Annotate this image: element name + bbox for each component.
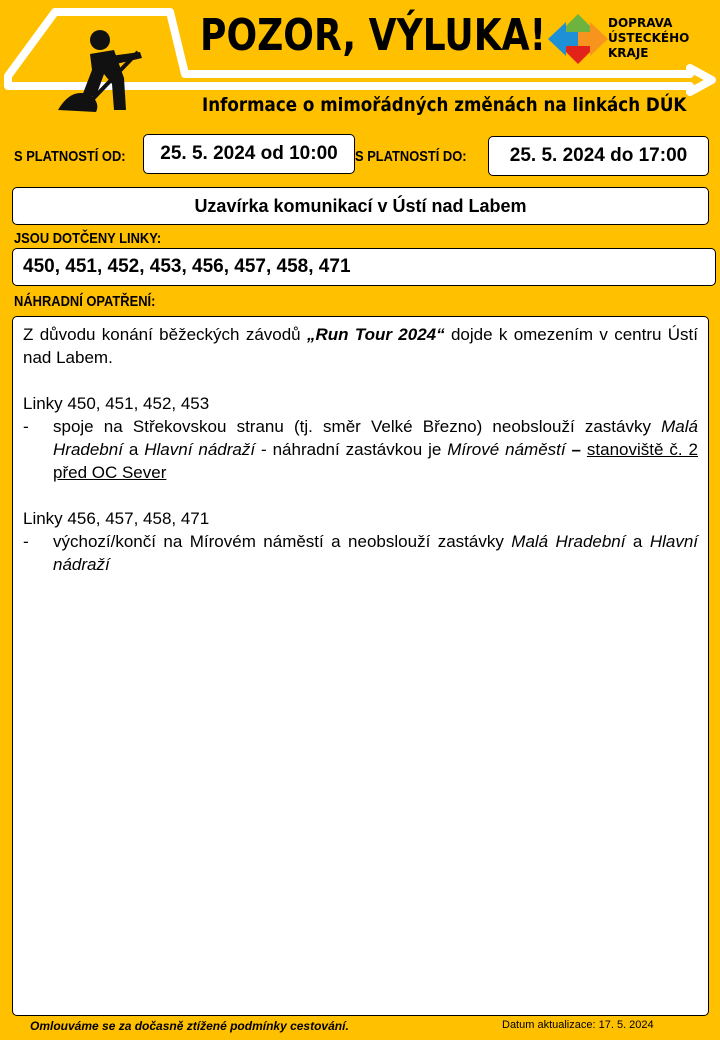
group1-text-2: a: [122, 440, 145, 459]
group1-platform: stanoviště č. 2 před OC Sever: [53, 440, 698, 482]
intro-text-1: Z důvodu konání běžeckých závodů: [23, 325, 307, 344]
group2-stop-2: Hlavní nádraží: [53, 532, 698, 574]
page-title: POZOR, VÝLUKA!: [200, 10, 547, 61]
group1-title: Linky 450, 451, 452, 453: [23, 394, 210, 413]
intro-text-2: dojde k omezením v centru Ústí nad Labem.: [23, 325, 698, 367]
valid-to-label: S PLATNOSTÍ DO:: [355, 148, 467, 165]
group2-bullet: [23, 530, 698, 576]
group1-text-1: spoje na Střekovskou stranu (tj. směr Velké Březno) neobslouží zastávky: [53, 417, 662, 436]
group2-text-1: výchozí/končí na Mírovém náměstí a neobslouží zastávky: [53, 532, 512, 551]
page-subtitle: Informace o mimořádných změnách na linkách DÚK: [202, 94, 687, 116]
group1-stop-1: Malá Hradební: [53, 417, 698, 459]
subject-box: [12, 187, 709, 225]
group2-text-2: a: [625, 532, 650, 551]
logo-line2: ÚSTECKÉHO: [608, 31, 690, 45]
roadworker-icon: [58, 30, 142, 112]
group1-text: [53, 415, 698, 484]
lines-value: 450, 451, 452, 453, 456, 457, 458, 471: [23, 256, 351, 277]
header-banner: [0, 0, 720, 130]
footer-updated: Datum aktualizace: 17. 5. 2024: [502, 1019, 654, 1031]
valid-from-box: [143, 134, 355, 174]
valid-to-box: [488, 136, 709, 176]
measures-box: [12, 316, 709, 1016]
valid-to-value: 25. 5. 2024 do 17:00: [509, 145, 688, 166]
logo-line1: DOPRAVA: [608, 16, 673, 30]
measures-label: NÁHRADNÍ OPATŘENÍ:: [14, 293, 156, 310]
intro-event-name: „Run Tour 2024“: [306, 325, 445, 344]
group2-text: [53, 530, 698, 576]
group1-text-4: –: [565, 440, 587, 459]
duk-logo-icon: [548, 14, 608, 64]
group1-replacement-stop: Mírové náměstí: [447, 440, 566, 459]
valid-from-value: 25. 5. 2024 od 10:00: [160, 143, 338, 164]
footer-apology: Omlouváme se za dočasně ztížené podmínky cestování.: [30, 1019, 349, 1033]
group1-text-3: - náhradní zastávkou je: [255, 440, 448, 459]
valid-from-label: S PLATNOSTÍ OD:: [14, 148, 126, 165]
group1-dash: -: [23, 417, 29, 436]
group2-title: Linky 456, 457, 458, 471: [23, 509, 210, 528]
lines-label: JSOU DOTČENY LINKY:: [14, 230, 162, 247]
logo-text: [608, 16, 689, 61]
logo-line3: KRAJE: [608, 46, 649, 60]
group1-stop-2: Hlavní nádraží: [144, 440, 256, 459]
intro-paragraph: [23, 323, 698, 369]
group2-stop-1: Malá Hradební: [511, 532, 626, 551]
lines-box: [12, 248, 716, 286]
subject-text: Uzavírka komunikací v Ústí nad Labem: [194, 195, 527, 216]
group2-dash: -: [23, 532, 29, 551]
group1-bullet: [23, 415, 698, 484]
